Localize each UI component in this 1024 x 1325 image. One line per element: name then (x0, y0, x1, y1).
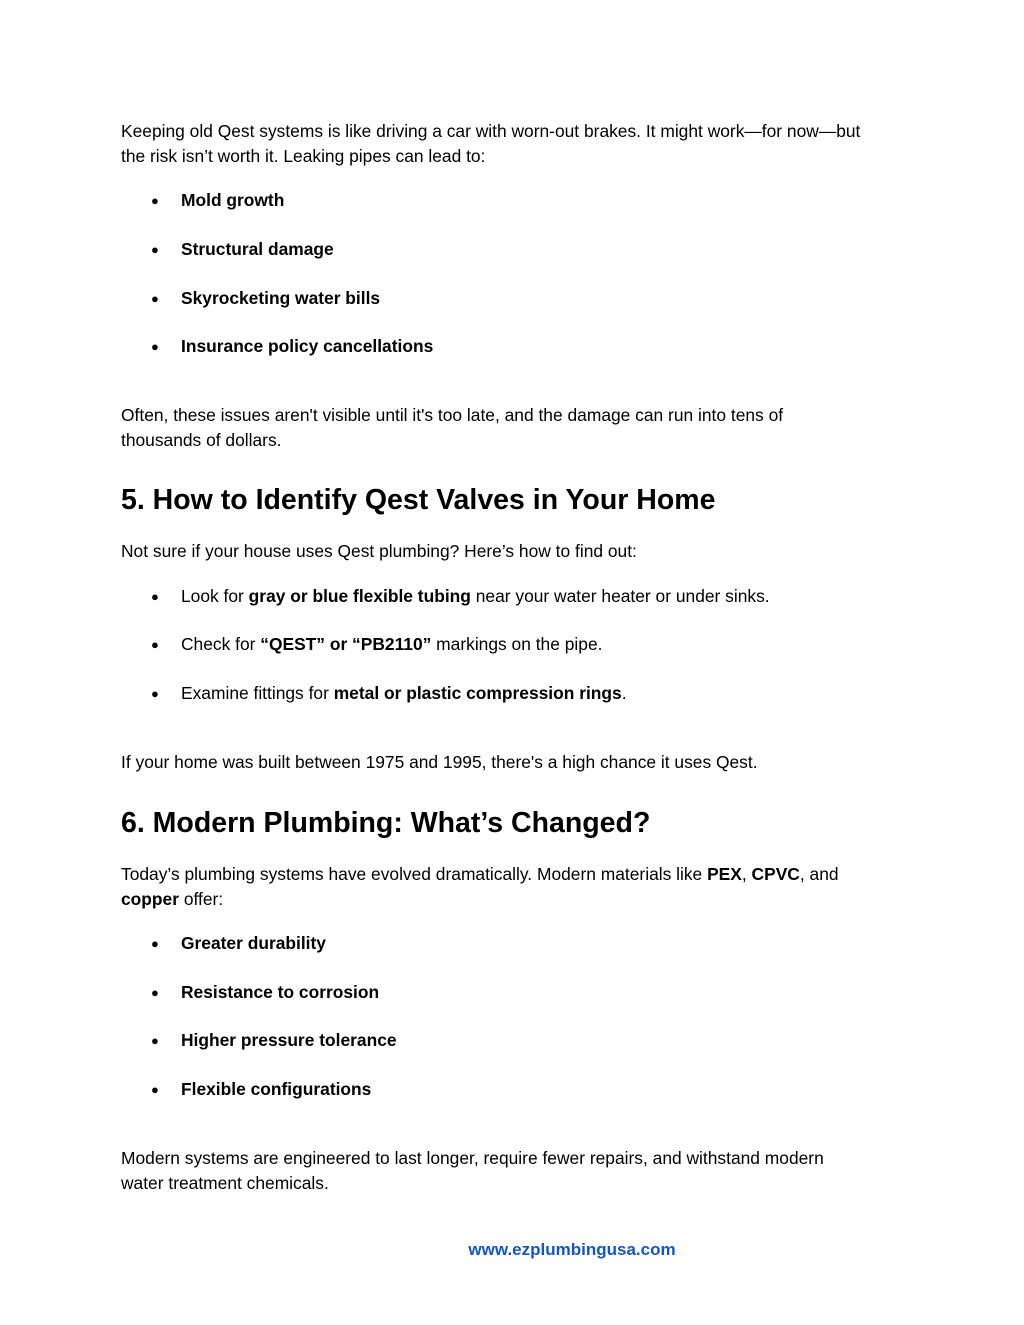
list-item: ● Resistance to corrosion (151, 980, 911, 1005)
section-6-heading: 6. Modern Plumbing: What’s Changed? (121, 807, 651, 839)
bullet-icon: ● (151, 686, 159, 701)
list-item: ● Mold growth (151, 188, 911, 213)
bullet-icon: ● (151, 1033, 159, 1048)
section-5-outro: If your home was built between 1975 and 1995, there's a high chance it uses Qest. (121, 752, 758, 772)
list-item: ● Greater durability (151, 931, 911, 956)
intro-line-2: the risk isn’t worth it. Leaking pipes can lead to: (121, 145, 486, 166)
list-item: ● Structural damage (151, 237, 911, 262)
list-item: ● Look for gray or blue flexible tubing near your water heater or under sinks. (151, 584, 911, 609)
section-5-heading: 5. How to Identify Qest Valves in Your Home (121, 484, 716, 516)
bullet-icon: ● (151, 985, 159, 1000)
section-6-intro: Today’s plumbing systems have evolved dramatically. Modern materials like PEX, CPVC, and copper offer: (121, 864, 839, 909)
bullet-icon: ● (151, 589, 159, 604)
bullet-icon: ● (151, 637, 159, 652)
list-item: ● Examine fittings for metal or plastic compression rings. (151, 681, 911, 706)
section-6-outro: Modern systems are engineered to last longer, require fewer repairs, and withstand modern water treatment chemicals. (121, 1148, 824, 1193)
section-5-intro: Not sure if your house uses Qest plumbing? Here’s how to find out: (121, 541, 637, 561)
bullet-icon: ● (151, 193, 159, 208)
footer-link[interactable]: www.ezplumbingusa.com (468, 1240, 676, 1259)
bullet-icon: ● (151, 1082, 159, 1097)
intro-paragraph (121, 119, 921, 168)
list-item: ● Skyrocketing water bills (151, 286, 911, 311)
bullet-icon: ● (151, 339, 159, 354)
list-item: ● Flexible configurations (151, 1077, 911, 1102)
bullet-icon: ● (151, 291, 159, 306)
bullet-icon: ● (151, 242, 159, 257)
list-item: ● Check for “QEST” or “PB2110” markings on the pipe. (151, 632, 911, 657)
risks-summary-paragraph: Often, these issues aren't visible until it's too late, and the damage can run into tens of thousands of dollars. (121, 405, 784, 450)
list-item: ● Higher pressure tolerance (151, 1028, 911, 1053)
bullet-icon: ● (151, 936, 159, 951)
list-item: ● Insurance policy cancellations (151, 334, 911, 359)
intro-line-1: Keeping old Qest systems is like driving a car with worn-out brakes. It might work—for now—but (121, 121, 861, 141)
